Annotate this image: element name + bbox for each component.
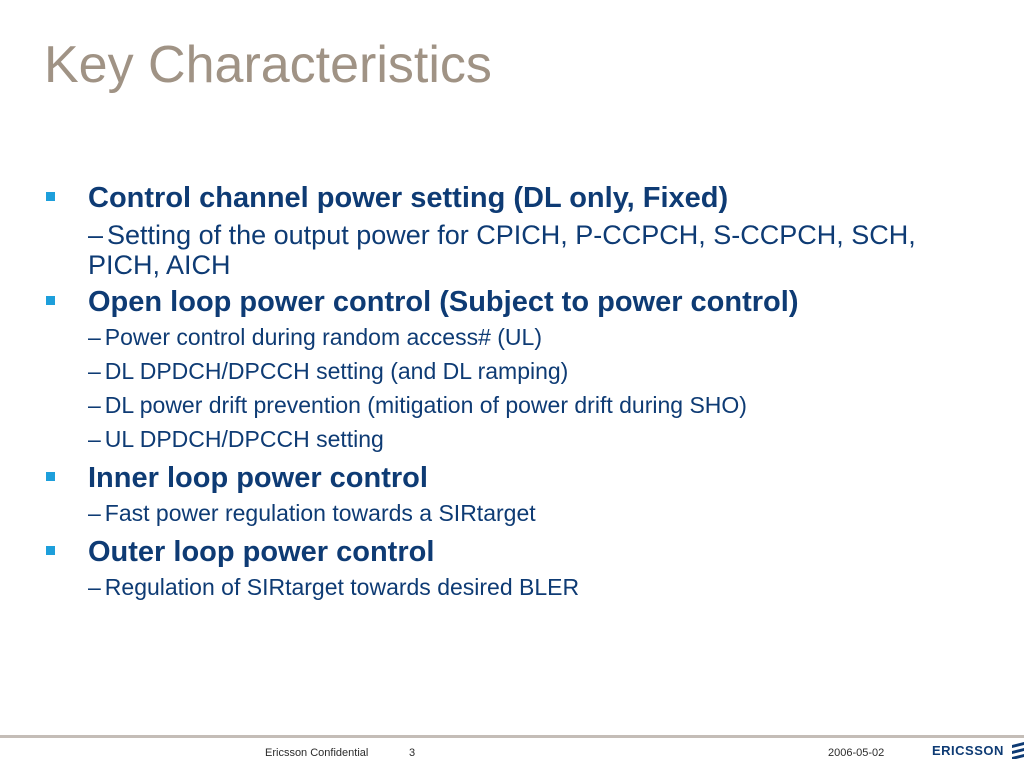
- footer-confidential: Ericsson Confidential: [265, 747, 369, 759]
- sub-bullet-item: [46, 570, 986, 604]
- sub-bullet-text: Fast power regulation towards a SIRtarget: [104, 500, 536, 526]
- sub-bullet-text: Setting of the output power for CPICH, P-CCPCH, S-CCPCH, SCH, PICH, AICH: [88, 220, 916, 280]
- sub-bullet-list: [46, 320, 986, 456]
- sub-bullet-list: [46, 496, 986, 530]
- square-bullet-icon: [46, 296, 55, 305]
- sub-bullet-text: UL DPDCH/DPCCH setting: [104, 426, 384, 452]
- square-bullet-icon: [46, 546, 55, 555]
- sub-bullet-list: [46, 570, 986, 604]
- bullet-item: [46, 460, 986, 496]
- sub-bullet-list: [46, 220, 986, 280]
- dash-marker: –: [88, 324, 101, 350]
- sub-bullet-item: [46, 388, 986, 422]
- bullet-label: Outer loop power control: [88, 536, 435, 568]
- bullet-label: Control channel power setting (DL only, Fixed): [88, 182, 729, 214]
- bullet-item: [46, 180, 986, 216]
- ericsson-logo: [932, 741, 1024, 759]
- footer-page-number: 3: [409, 747, 416, 759]
- dash-marker: –: [88, 574, 101, 600]
- logo-wordmark: ERICSSON: [932, 742, 1004, 758]
- bullet-label: Inner loop power control: [88, 462, 428, 494]
- dash-marker: –: [88, 358, 101, 384]
- bullet-list: [46, 180, 986, 608]
- sub-bullet-item: [46, 354, 986, 388]
- footer-date: 2006-05-02: [828, 747, 885, 759]
- dash-marker: –: [88, 500, 101, 526]
- sub-bullet-item: [46, 320, 986, 354]
- sub-bullet-text: DL power drift prevention (mitigation of power drift during SHO): [104, 392, 747, 418]
- square-bullet-icon: [46, 472, 55, 481]
- sub-bullet-text: Power control during random access# (UL): [104, 324, 542, 350]
- square-bullet-icon: [46, 192, 55, 201]
- sub-bullet-item: [46, 220, 986, 280]
- sub-bullet-item: [46, 496, 986, 530]
- ericsson-logo-icon: [1010, 741, 1024, 759]
- sub-bullet-text: DL DPDCH/DPCCH setting (and DL ramping): [104, 358, 569, 384]
- dash-marker: –: [88, 426, 101, 452]
- dash-marker: –: [88, 220, 104, 250]
- dash-marker: –: [88, 392, 101, 418]
- sub-bullet-item: [46, 422, 986, 456]
- footer-divider: [0, 735, 1024, 738]
- slide-title: Key Characteristics: [44, 36, 492, 94]
- sub-bullet-text: Regulation of SIRtarget towards desired BLER: [104, 574, 580, 600]
- bullet-item: [46, 284, 986, 320]
- bullet-label: Open loop power control (Subject to power control): [88, 286, 799, 318]
- bullet-item: [46, 534, 986, 570]
